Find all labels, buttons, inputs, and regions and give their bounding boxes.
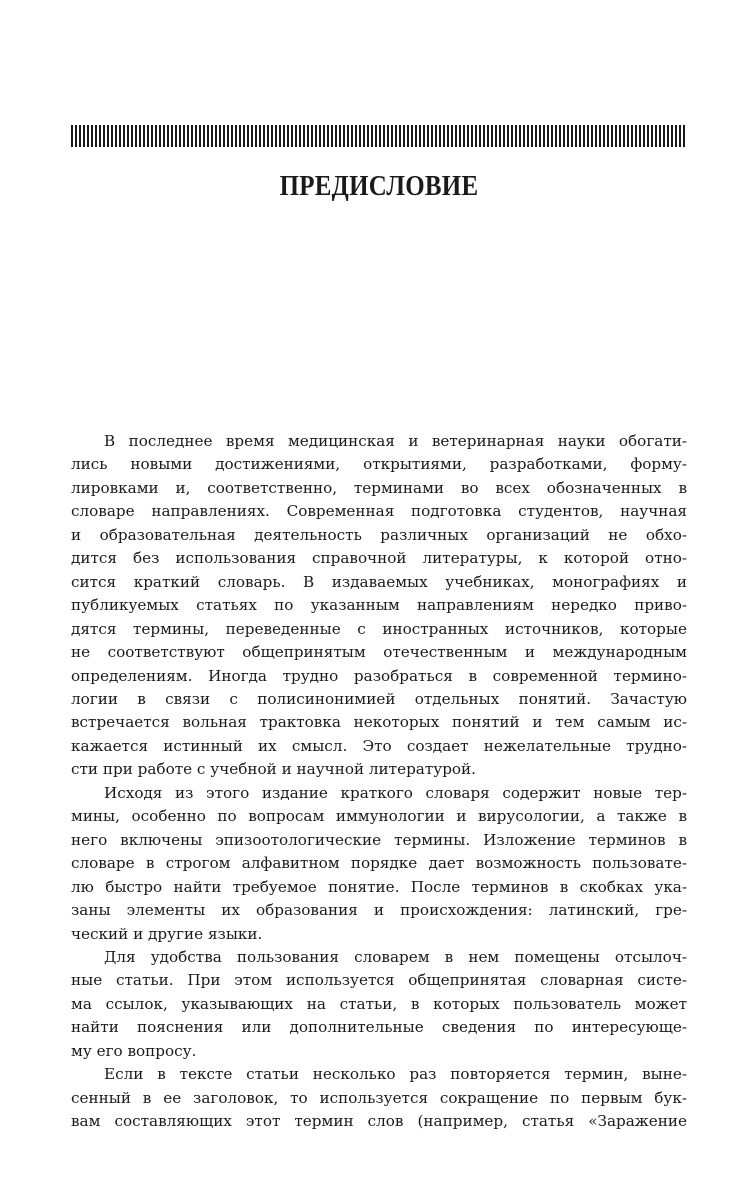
text-line: сится краткий словарь. В издаваемых учебниках, монографиях и xyxy=(71,572,687,591)
text-line: определениям. Иногда трудно разобраться в современной термино- xyxy=(71,666,687,685)
text-line: ные статьи. При этом используется общепринятая словарная систе- xyxy=(71,971,687,990)
text-line: лись новыми достижениями, открытиями, разработками, форму- xyxy=(71,455,687,474)
text-line: публикуемых статьях по указанным направлениям нередко приво- xyxy=(71,596,687,615)
body-text xyxy=(71,430,687,1134)
text-line: сти при работе с учебной и научной литературой. xyxy=(71,760,477,779)
text-line: ма ссылок, указывающих на статьи, в которых пользователь может xyxy=(71,994,687,1013)
text-line: Если в тексте статьи несколько раз повторяется термин, выне- xyxy=(104,1065,687,1084)
text-line: логии в связи с полисинонимией отдельных понятий. Зачастую xyxy=(71,689,687,708)
text-line: словаре направлениях. Современная подготовка студентов, научная xyxy=(71,502,687,521)
text-line: лю быстро найти требуемое понятие. После терминов в скобках ука- xyxy=(71,877,687,896)
text-line: мины, особенно по вопросам иммунологии и вирусологии, а также в xyxy=(71,807,687,826)
text-line: му его вопросу. xyxy=(71,1041,197,1060)
text-line: дится без использования справочной литературы, к которой отно- xyxy=(71,549,687,568)
text-line: ческий и другие языки. xyxy=(71,924,263,943)
text-line: Исходя из этого издание краткого словаря содержит новые тер- xyxy=(104,783,687,802)
decorative-rule xyxy=(71,125,687,147)
text-line: не соответствуют общепринятым отечественным и международным xyxy=(71,643,687,662)
text-line: заны элементы их образования и происхождения: латинский, гре- xyxy=(71,901,687,920)
text-line: сенный в ее заголовок, то используется сокращение по первым бук- xyxy=(71,1088,687,1107)
text-line: словаре в строгом алфавитном порядке дает возможность пользовате- xyxy=(71,854,687,873)
text-line: него включены эпизоотологические термины. Изложение терминов в xyxy=(71,830,687,849)
paragraph xyxy=(71,430,687,782)
text-line: В последнее время медицинская и ветеринарная науки обогати- xyxy=(104,432,687,450)
paragraph xyxy=(71,946,687,1063)
text-line: вам составляющих этот термин слов (например, статья «Заражение xyxy=(71,1112,687,1131)
text-line: и образовательная деятельность различных организаций не обхо- xyxy=(71,525,687,544)
paragraph xyxy=(71,1063,687,1133)
text-line: встречается вольная трактовка некоторых понятий и тем самым ис- xyxy=(71,713,687,732)
text-line: Для удобства пользования словарем в нем помещены отсылоч- xyxy=(104,947,687,966)
text-line: дятся термины, переведенные с иностранных источников, которые xyxy=(71,619,687,638)
page-title: ПРЕДИСЛОВИЕ xyxy=(279,170,479,202)
text-line: найти пояснения или дополнительные сведения по интересующе- xyxy=(71,1018,687,1037)
text-line: лировками и, соответственно, терминами во всех обозначенных в xyxy=(71,478,687,497)
text-line: кажается истинный их смысл. Это создает нежелательные трудно- xyxy=(71,736,687,755)
paragraph xyxy=(71,782,687,946)
